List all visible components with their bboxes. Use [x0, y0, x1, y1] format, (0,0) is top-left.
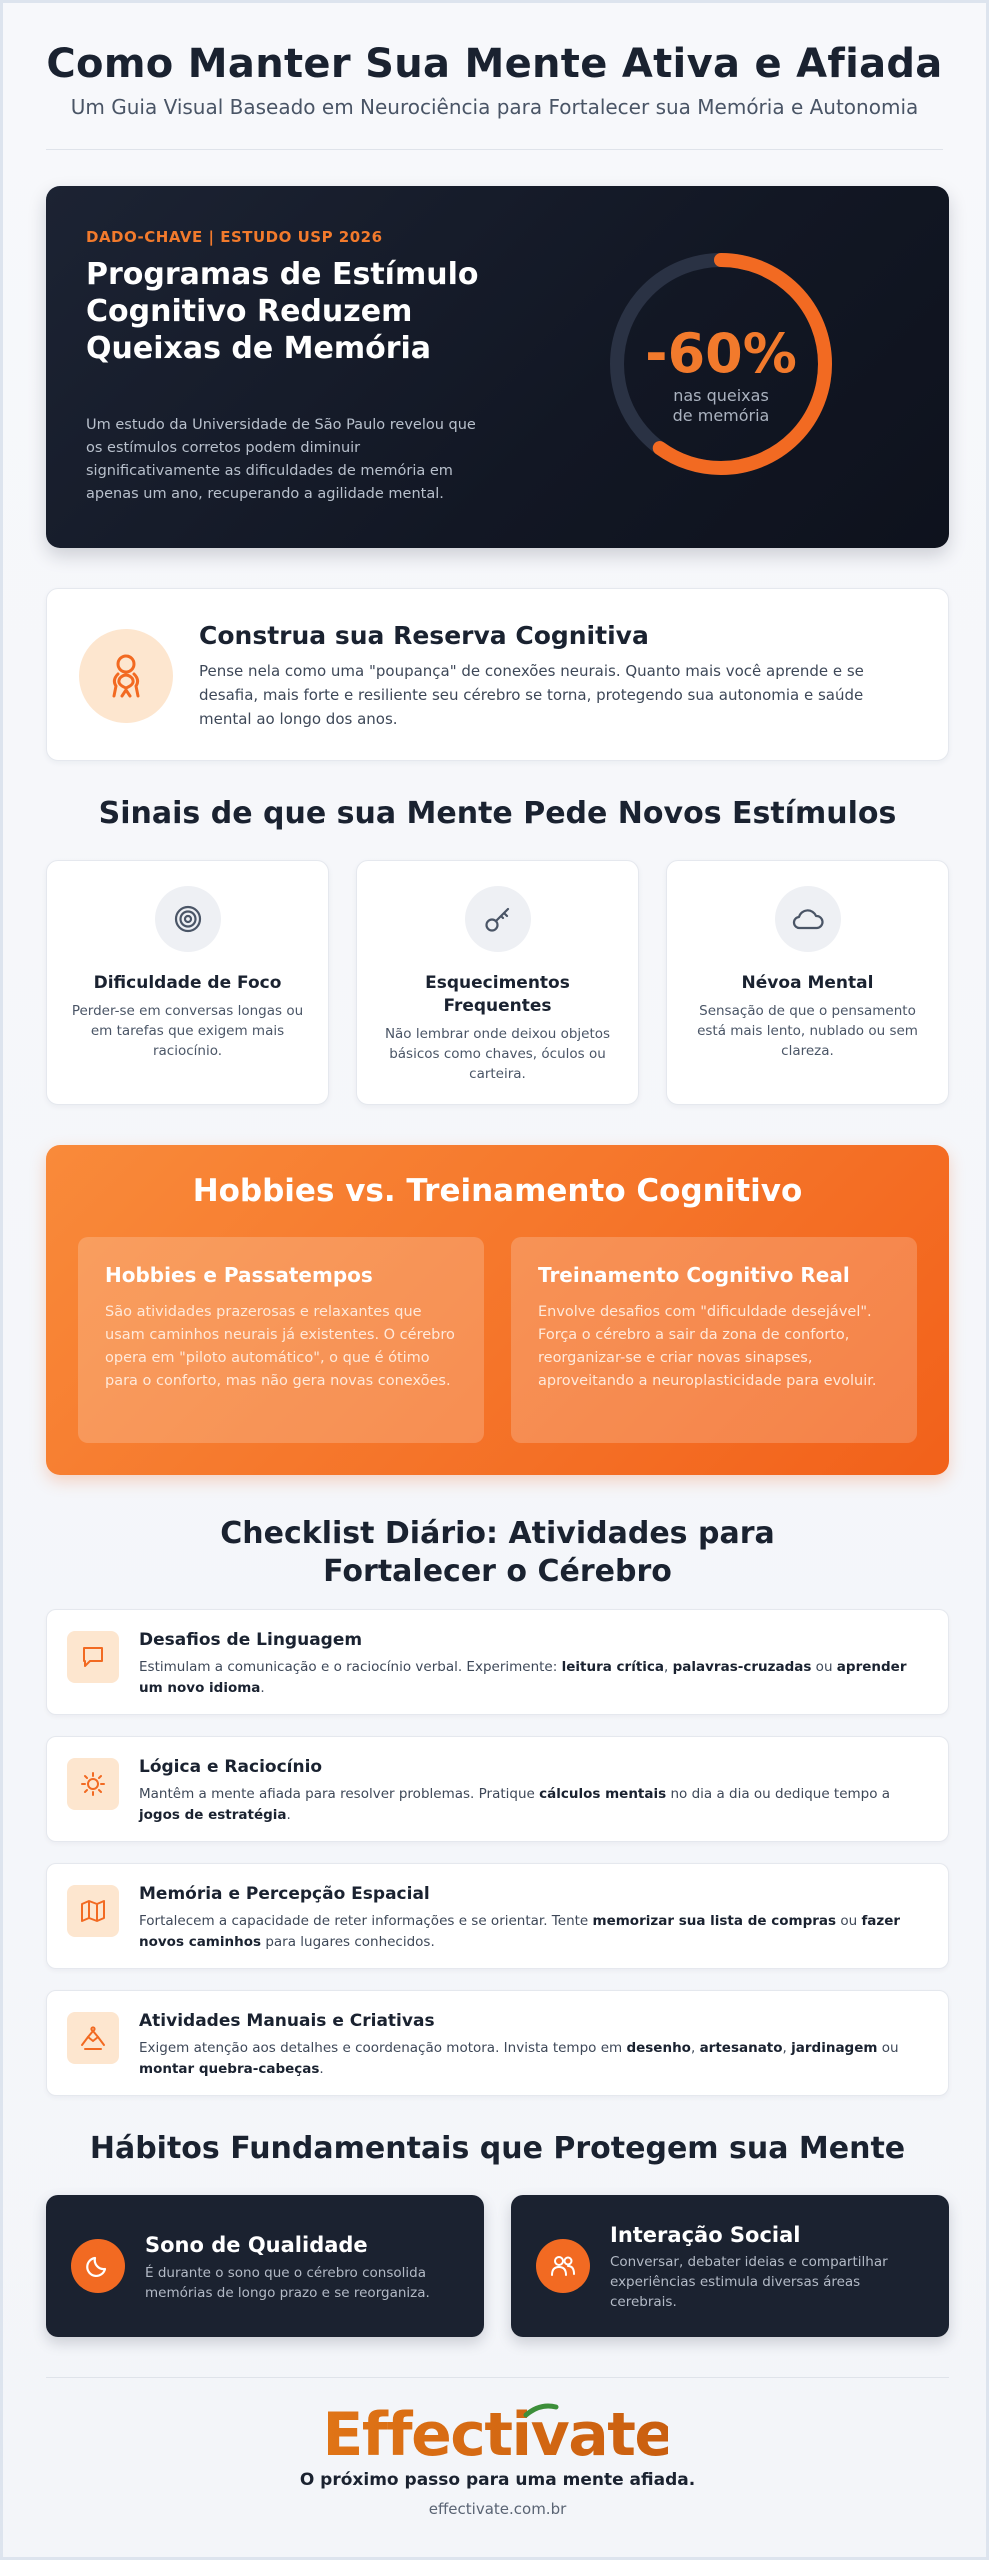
- page-subtitle: Um Guia Visual Baseado em Neurociência para Fortalecer sua Memória e Autonomia: [70, 95, 919, 119]
- brain-person-icon: [79, 629, 173, 723]
- stat-ring: [601, 244, 841, 484]
- moon-icon: [71, 2239, 125, 2293]
- sun-icon: [67, 1758, 119, 1810]
- checklist-item-text: Fortalecem a capacidade de reter informações e se orientar. Tente memorizar sua lista de compras ou fazer novos caminhos para lugares conhecidos.: [139, 1913, 901, 1950]
- target-icon: [155, 886, 221, 952]
- users-icon: [536, 2239, 590, 2293]
- training-box-text: Envolve desafios com "dificuldade desejável". Força o cérebro a sair da zona de conforto, reorganizar-se e criar novas sinapses, aproveitando a neuroplasticidade para evoluir.: [538, 1304, 877, 1389]
- habit-card-social: [511, 2195, 949, 2337]
- checklist-item-text: Exigem atenção aos detalhes e coordenação motora. Invista tempo em desenho, artesanato, jardinagem ou montar quebra-cabeças.: [139, 2040, 899, 2077]
- checklist-item-title: Atividades Manuais e Criativas: [139, 2011, 435, 2031]
- hobbies-box: [78, 1237, 484, 1443]
- sign-title: Dificuldade de Foco: [93, 973, 282, 993]
- habit-text: Conversar, debater ideias e compartilhar experiências estimula diversas áreas cerebrais.: [610, 2254, 888, 2310]
- habit-title: Interação Social: [610, 2223, 801, 2247]
- checklist-item-memory: [46, 1863, 949, 1969]
- habits-section-title: Hábitos Fundamentais que Protegem sua Mente: [89, 2131, 906, 2166]
- chat-icon: [67, 1631, 119, 1683]
- map-icon: [67, 1885, 119, 1937]
- key-data-card: [46, 186, 949, 548]
- footer-website: effectivate.com.br: [428, 2500, 567, 2518]
- habit-text: É durante o sono que o cérebro consolida memórias de longo prazo e se reorganiza.: [145, 2265, 430, 2301]
- checklist-section-title: Checklist Diário: Atividades para Fortalecer o Cérebro: [220, 1516, 775, 1589]
- key-data-description: Um estudo da Universidade de São Paulo revelou que os estímulos corretos podem diminuir significativamente as dificuldades de memória em apenas um ano, recuperando a agilidade mental.: [86, 417, 476, 502]
- habit-title: Sono de Qualidade: [145, 2233, 368, 2257]
- hobbies-box-text: São atividades prazerosas e relaxantes que usam caminhos neurais já existentes. O cérebro opera em "piloto automático", o que é ótimo para o conforto, mas não gera novas conexões.: [105, 1304, 455, 1389]
- key-data-kicker: DADO-CHAVE | ESTUDO USP 2026: [86, 228, 383, 246]
- checklist-item-language: [46, 1609, 949, 1715]
- sign-text: Perder-se em conversas longas ou em tarefas que exigem mais raciocínio.: [71, 1003, 304, 1059]
- hands-icon: [67, 2012, 119, 2064]
- sign-title: Névoa Mental: [741, 973, 874, 993]
- effectivate-logo: [3, 2397, 989, 2471]
- checklist-item-text: Estimulam a comunicação e o raciocínio verbal. Experimente: leitura crítica, palavras-cruzadas ou aprender um novo idioma.: [139, 1659, 907, 1696]
- sign-card-forgetting: [356, 860, 639, 1105]
- reserve-text: Pense nela como uma "poupança" de conexões neurais. Quanto mais você aprende e se desafia, mais forte e resiliente seu cérebro se torna, protegendo sua autonomia e saúde mental ao longo dos anos.: [199, 662, 864, 728]
- footer-divider: [46, 2377, 949, 2378]
- page-title: Como Manter Sua Mente Ativa e Afiada: [46, 41, 943, 87]
- stat-value: -60%: [645, 322, 797, 385]
- header: [3, 3, 986, 150]
- footer-tagline: O próximo passo para uma mente afiada.: [299, 2470, 696, 2490]
- hobbies-box-title: Hobbies e Passatempos: [105, 1263, 373, 1287]
- svg-text:Effectivate: Effectivate: [327, 2400, 668, 2467]
- cloud-icon: [775, 886, 841, 952]
- checklist-item-manual: [46, 1990, 949, 2096]
- cognitive-reserve-card: [46, 588, 949, 761]
- key-icon: [465, 886, 531, 952]
- signs-section-title: Sinais de que sua Mente Pede Novos Estímulos: [98, 796, 897, 831]
- checklist-item-title: Lógica e Raciocínio: [139, 1757, 323, 1777]
- sign-title: Esquecimentos Frequentes: [425, 973, 570, 1016]
- reserve-title: Construa sua Reserva Cognitiva: [199, 621, 649, 650]
- checklist-item-title: Memória e Percepção Espacial: [139, 1884, 430, 1904]
- key-data-title: Programas de Estímulo Cognitivo Reduzem Queixas de Memória: [86, 257, 479, 366]
- checklist-item-title: Desafios de Linguagem: [139, 1630, 363, 1650]
- sign-text: Sensação de que o pensamento está mais lento, nublado ou sem clareza.: [697, 1003, 918, 1059]
- checklist-item-logic: [46, 1736, 949, 1842]
- training-box-title: Treinamento Cognitivo Real: [538, 1263, 850, 1287]
- sign-card-focus: [46, 860, 329, 1105]
- sign-card-fog: [666, 860, 949, 1105]
- sign-text: Não lembrar onde deixou objetos básicos como chaves, óculos ou carteira.: [384, 1026, 611, 1082]
- training-box: [511, 1237, 917, 1443]
- checklist-item-text: Mantêm a mente afiada para resolver problemas. Pratique cálculos mentais no dia a dia ou dedique tempo a jogos de estratégia.: [139, 1786, 891, 1823]
- stat-label-2: de memória: [672, 406, 770, 425]
- header-divider: [46, 149, 943, 150]
- hobbies-section-title: Hobbies vs. Treinamento Cognitivo: [192, 1173, 803, 1209]
- hobbies-vs-training-section: [46, 1145, 949, 1475]
- stat-label-1: nas queixas: [673, 386, 769, 405]
- habit-card-sleep: [46, 2195, 484, 2337]
